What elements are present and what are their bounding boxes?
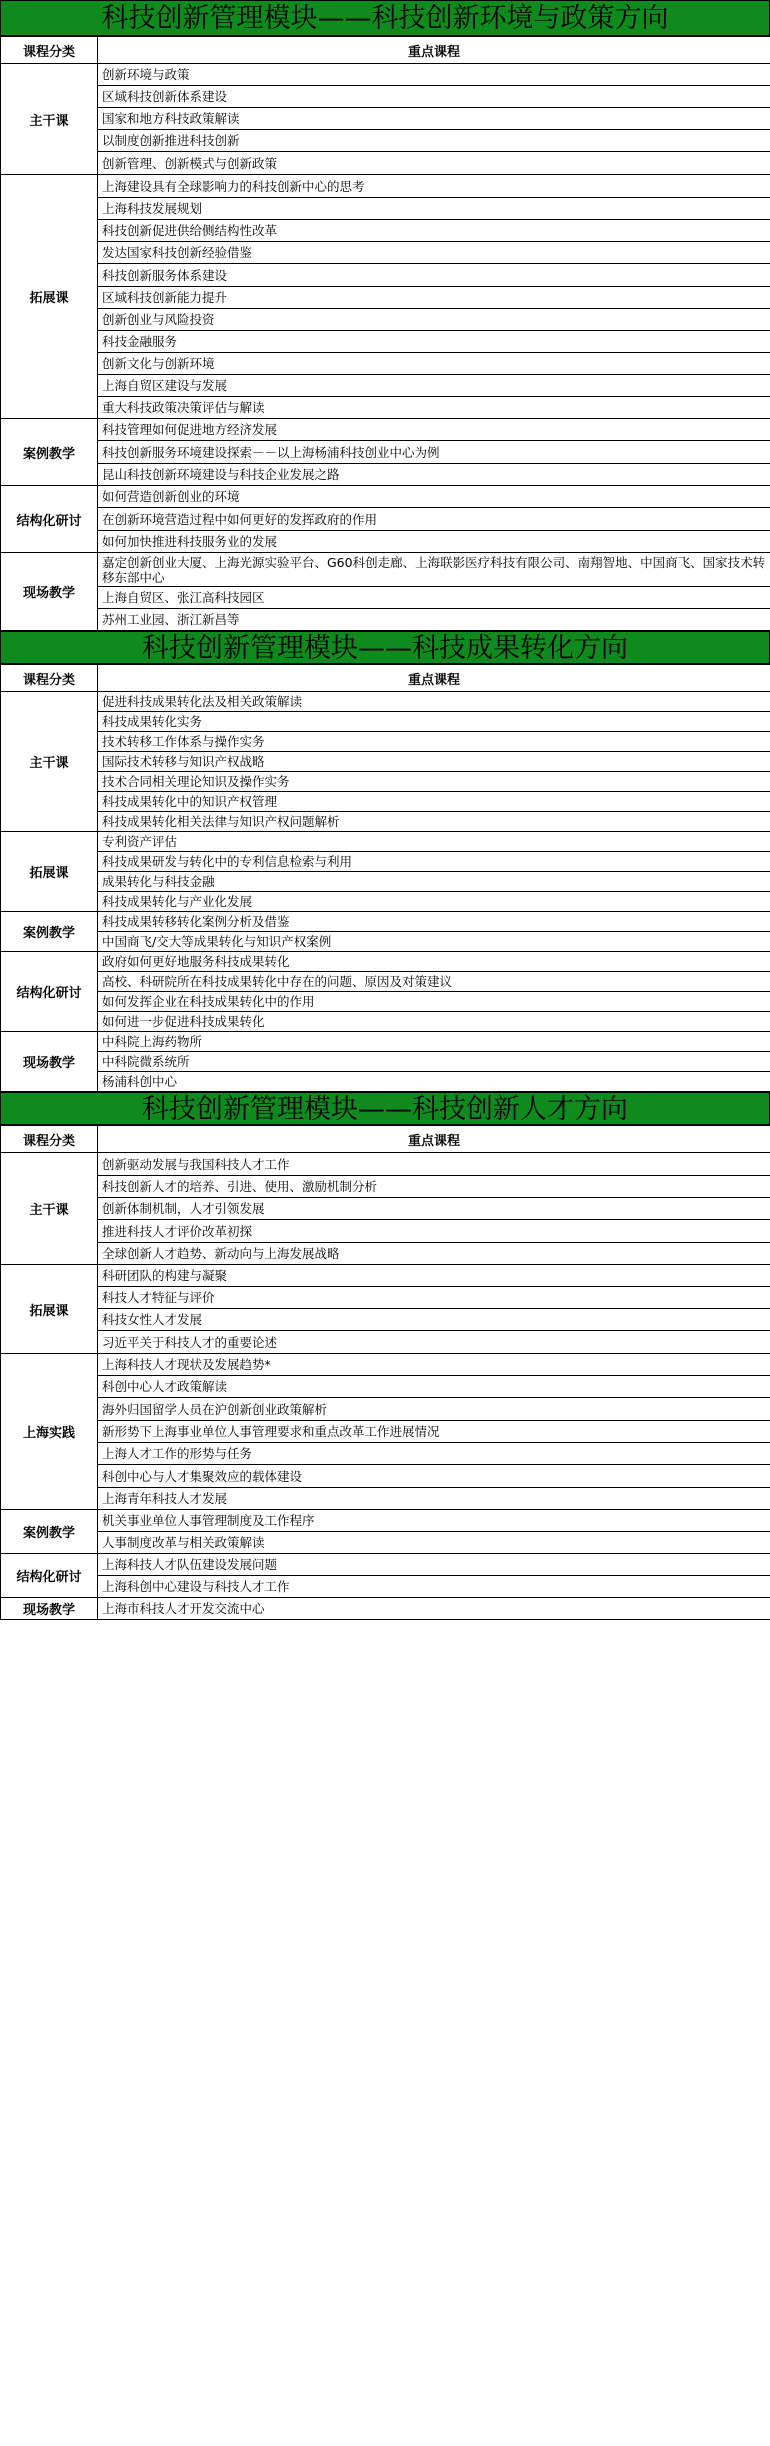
table-row [1, 792, 770, 812]
course-cell: 发达国家科技创新经验借鉴 [98, 242, 770, 264]
table-row [1, 1032, 770, 1052]
course-cell: 如何加快推进科技服务业的发展 [98, 531, 770, 553]
table-row [1, 1421, 770, 1443]
course-cell: 科技管理如何促进地方经济发展 [98, 419, 770, 441]
course-cell: 嘉定创新创业大厦、上海光源实验平台、G60科创走廊、上海联影医疗科技有限公司、南翔智地、中国商飞、国家技术转移东部中心 [98, 553, 770, 587]
course-cell: 创新文化与创新环境 [98, 353, 770, 375]
course-cell: 科技金融服务 [98, 331, 770, 353]
course-cell: 高校、科研院所在科技成果转化中存在的问题、原因及对策建议 [98, 972, 770, 992]
course-cell: 人事制度改革与相关政策解读 [98, 1532, 770, 1554]
table-row [1, 609, 770, 631]
header-course: 重点课程 [98, 665, 770, 692]
table-row [1, 64, 770, 86]
course-cell: 科技创新服务体系建设 [98, 264, 770, 287]
course-cell: 杨浦科创中心 [98, 1072, 770, 1092]
table-row [1, 287, 770, 309]
table-row [1, 508, 770, 531]
table-row [1, 1443, 770, 1465]
table-row [1, 1052, 770, 1072]
course-cell: 习近平关于科技人才的重要论述 [98, 1331, 770, 1354]
table-row [1, 1309, 770, 1331]
category-cell: 案例教学 [1, 912, 98, 952]
table-row [1, 375, 770, 397]
category-cell: 案例教学 [1, 419, 98, 486]
category-cell: 拓展课 [1, 832, 98, 912]
table-row [1, 772, 770, 792]
course-cell: 科技创新服务环境建设探索－－以上海杨浦科技创业中心为例 [98, 441, 770, 464]
table-row [1, 732, 770, 752]
table-row [1, 1554, 770, 1576]
table-row [1, 1376, 770, 1398]
table-row [1, 1354, 770, 1376]
table-row [1, 108, 770, 130]
category-cell: 主干课 [1, 1153, 98, 1265]
table-row [1, 692, 770, 712]
table-row [1, 1510, 770, 1532]
category-cell: 结构化研讨 [1, 486, 98, 553]
course-cell: 如何进一步促进科技成果转化 [98, 1012, 770, 1032]
table-row [1, 1465, 770, 1488]
section-title: 科技创新管理模块——科技成果转化方向 [0, 631, 770, 664]
category-cell: 现场教学 [1, 553, 98, 631]
course-cell: 专利资产评估 [98, 832, 770, 852]
table-row [1, 1153, 770, 1176]
course-cell: 海外归国留学人员在沪创新创业政策解析 [98, 1398, 770, 1421]
course-cell: 苏州工业园、浙江新昌等 [98, 609, 770, 631]
table-row [1, 1220, 770, 1243]
course-cell: 创新驱动发展与我国科技人才工作 [98, 1153, 770, 1176]
category-cell: 现场教学 [1, 1598, 98, 1620]
table-row [1, 587, 770, 609]
course-cell: 上海科创中心建设与科技人才工作 [98, 1576, 770, 1598]
course-cell: 区域科技创新体系建设 [98, 86, 770, 108]
course-cell: 科技成果转化中的知识产权管理 [98, 792, 770, 812]
table-row [1, 1243, 770, 1265]
category-cell: 拓展课 [1, 1265, 98, 1354]
category-cell: 现场教学 [1, 1032, 98, 1092]
module-section [0, 1092, 770, 1620]
category-cell: 案例教学 [1, 1510, 98, 1554]
course-cell: 科技成果转化实务 [98, 712, 770, 732]
course-cell: 重大科技政策决策评估与解读 [98, 397, 770, 419]
table-row [1, 1398, 770, 1421]
category-cell: 主干课 [1, 64, 98, 175]
course-cell: 科研团队的构建与凝聚 [98, 1265, 770, 1287]
header-category: 课程分类 [1, 37, 98, 64]
course-cell: 科技女性人才发展 [98, 1309, 770, 1331]
course-cell: 上海市科技人才开发交流中心 [98, 1598, 770, 1620]
course-cell: 科技成果转化相关法律与知识产权问题解析 [98, 812, 770, 832]
category-cell: 结构化研讨 [1, 1554, 98, 1598]
course-table [0, 36, 770, 631]
course-cell: 上海青年科技人才发展 [98, 1488, 770, 1510]
table-row [1, 309, 770, 331]
course-cell: 科技人才特征与评价 [98, 1287, 770, 1309]
course-cell: 成果转化与科技金融 [98, 872, 770, 892]
table-header-row [1, 37, 770, 64]
table-row [1, 130, 770, 152]
table-row [1, 1287, 770, 1309]
course-cell: 如何营造创新创业的环境 [98, 486, 770, 508]
table-row [1, 1072, 770, 1092]
section-title: 科技创新管理模块——科技创新人才方向 [0, 1092, 770, 1125]
table-row [1, 441, 770, 464]
table-row [1, 264, 770, 287]
table-row [1, 1265, 770, 1287]
header-course: 重点课程 [98, 37, 770, 64]
module-section [0, 0, 770, 631]
table-row [1, 1488, 770, 1510]
table-row [1, 872, 770, 892]
table-row [1, 852, 770, 872]
course-cell: 创新创业与风险投资 [98, 309, 770, 331]
course-cell: 科技成果转化与产业化发展 [98, 892, 770, 912]
course-cell: 在创新环境营造过程中如何更好的发挥政府的作用 [98, 508, 770, 531]
course-table [0, 1125, 770, 1620]
course-cell: 区域科技创新能力提升 [98, 287, 770, 309]
course-cell: 政府如何更好地服务科技成果转化 [98, 952, 770, 972]
header-course: 重点课程 [98, 1126, 770, 1153]
table-row [1, 832, 770, 852]
course-cell: 科技成果转移转化案例分析及借鉴 [98, 912, 770, 932]
table-row [1, 198, 770, 220]
course-cell: 上海科技人才队伍建设发展问题 [98, 1554, 770, 1576]
course-cell: 新形势下上海事业单位人事管理要求和重点改革工作进展情况 [98, 1421, 770, 1443]
table-row [1, 86, 770, 108]
course-cell: 创新管理、创新模式与创新政策 [98, 152, 770, 175]
table-row [1, 932, 770, 952]
table-row [1, 1198, 770, 1220]
course-cell: 技术合同相关理论知识及操作实务 [98, 772, 770, 792]
course-cell: 机关事业单位人事管理制度及工作程序 [98, 1510, 770, 1532]
table-row [1, 1012, 770, 1032]
course-cell: 上海科技人才现状及发展趋势* [98, 1354, 770, 1376]
table-row [1, 912, 770, 932]
table-row [1, 419, 770, 441]
table-row [1, 353, 770, 375]
course-cell: 中科院上海药物所 [98, 1032, 770, 1052]
table-row [1, 1331, 770, 1354]
course-cell: 如何发挥企业在科技成果转化中的作用 [98, 992, 770, 1012]
table-row [1, 152, 770, 175]
course-cell: 创新环境与政策 [98, 64, 770, 86]
table-row [1, 1176, 770, 1198]
header-category: 课程分类 [1, 665, 98, 692]
course-table [0, 664, 770, 1092]
course-cell: 上海人才工作的形势与任务 [98, 1443, 770, 1465]
course-cell: 科创中心与人才集聚效应的载体建设 [98, 1465, 770, 1488]
course-cell: 科创中心人才政策解读 [98, 1376, 770, 1398]
course-cell: 上海建设具有全球影响力的科技创新中心的思考 [98, 175, 770, 198]
table-row [1, 892, 770, 912]
course-cell: 以制度创新推进科技创新 [98, 130, 770, 152]
course-cell: 上海自贸区、张江高科技园区 [98, 587, 770, 609]
course-cell: 科技创新人才的培养、引进、使用、激励机制分析 [98, 1176, 770, 1198]
course-cell: 技术转移工作体系与操作实务 [98, 732, 770, 752]
table-row [1, 1576, 770, 1598]
table-row [1, 531, 770, 553]
module-section [0, 631, 770, 1092]
category-cell: 拓展课 [1, 175, 98, 419]
category-cell: 上海实践 [1, 1354, 98, 1510]
table-row [1, 992, 770, 1012]
table-row [1, 464, 770, 486]
category-cell: 主干课 [1, 692, 98, 832]
table-row [1, 220, 770, 242]
table-row [1, 331, 770, 353]
course-cell: 中国商飞/交大等成果转化与知识产权案例 [98, 932, 770, 952]
table-row [1, 1598, 770, 1620]
course-cell: 上海科技发展规划 [98, 198, 770, 220]
course-cell: 推进科技人才评价改革初探 [98, 1220, 770, 1243]
table-row [1, 1532, 770, 1554]
table-row [1, 952, 770, 972]
course-cell: 昆山科技创新环境建设与科技企业发展之路 [98, 464, 770, 486]
course-cell: 国际技术转移与知识产权战略 [98, 752, 770, 772]
table-row [1, 175, 770, 198]
header-category: 课程分类 [1, 1126, 98, 1153]
course-cell: 上海自贸区建设与发展 [98, 375, 770, 397]
category-cell: 结构化研讨 [1, 952, 98, 1032]
course-cell: 国家和地方科技政策解读 [98, 108, 770, 130]
table-row [1, 486, 770, 508]
course-cell: 促进科技成果转化法及相关政策解读 [98, 692, 770, 712]
course-cell: 创新体制机制，人才引领发展 [98, 1198, 770, 1220]
course-cell: 科技成果研发与转化中的专利信息检索与利用 [98, 852, 770, 872]
table-row [1, 972, 770, 992]
table-row [1, 242, 770, 264]
table-row [1, 553, 770, 587]
table-row [1, 752, 770, 772]
course-cell: 科技创新促进供给侧结构性改革 [98, 220, 770, 242]
section-title: 科技创新管理模块——科技创新环境与政策方向 [0, 0, 770, 36]
table-row [1, 712, 770, 732]
course-cell: 中科院微系统所 [98, 1052, 770, 1072]
table-row [1, 397, 770, 419]
table-header-row [1, 1126, 770, 1153]
table-header-row [1, 665, 770, 692]
course-cell: 全球创新人才趋势、新动向与上海发展战略 [98, 1243, 770, 1265]
table-row [1, 812, 770, 832]
